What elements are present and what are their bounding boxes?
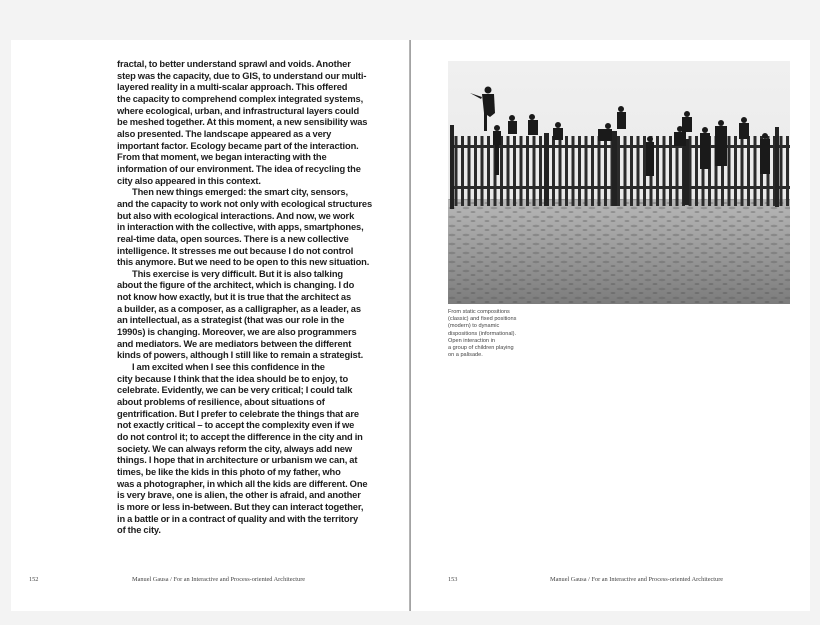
text-line: in a battle or in a contract of quality and with the territory xyxy=(117,513,359,524)
text-line: intelligence. It stresses me out because I do not control xyxy=(117,245,354,256)
text-line: this anymore. But we need to be open to this new situation. xyxy=(117,257,370,268)
text-line: city also appeared in this context. xyxy=(117,175,261,186)
page-number: 152 xyxy=(29,576,39,583)
text-line: where ecological, urban, and infrastructural layers could xyxy=(117,105,360,116)
text-line: about the figure of the architect, which is changing. I do xyxy=(117,280,355,291)
text-line: kinds of powers, although I still like to remain a strategist. xyxy=(117,350,364,361)
caption-line: Open interaction in xyxy=(448,337,495,344)
text-line: 1990s) is changing. Moreover, we are also programmers xyxy=(117,327,357,338)
text-line: in interaction with the collective, with apps, smartphones, xyxy=(117,222,364,233)
text-line: the capacity to comprehend complex integrated systems, xyxy=(117,93,364,104)
text-line: society. We can always reform the city, always add new xyxy=(117,443,353,454)
text-line: times, be like the kids in this photo of my father, who xyxy=(117,466,341,477)
text-line: not know how exactly, but it is true that the architect as xyxy=(117,292,352,303)
running-footer: Manuel Gausa / For an Interactive and Process-oriented Architecture xyxy=(550,576,724,583)
text-line: information of our environment. The idea of recycling the xyxy=(117,163,361,174)
caption-line: on a palisade. xyxy=(448,352,483,359)
body-text xyxy=(117,59,379,537)
text-line: fractal, to better understand sprawl and voids. Another xyxy=(117,59,351,69)
caption-line: (modern) to dynamic xyxy=(448,323,500,330)
text-line: From that moment, we began interacting with the xyxy=(117,152,327,163)
caption-line: dispositions (informational). xyxy=(448,330,517,337)
photo-children-on-palisade xyxy=(448,61,790,304)
text-line: is very brave, one is alien, the other is afraid, and another xyxy=(117,490,361,501)
text-line: was a photographer, in which all the kids are different. One xyxy=(117,478,368,489)
text-line: but also with ecological interactions. And now, we work xyxy=(117,210,355,221)
text-line: and the capacity to work not only with ecological structures xyxy=(117,198,373,209)
caption-line: a group of children playing xyxy=(448,345,514,352)
caption-line: From static compositions xyxy=(448,309,510,315)
text-line: important factor. Ecology became part of the interaction. xyxy=(117,140,359,151)
text-line: of the city. xyxy=(117,525,161,536)
page-number: 153 xyxy=(448,576,458,583)
text-line: gentrification. But I prefer to celebrate the things that are xyxy=(117,408,359,419)
text-line: celebrate. Evidently, we can be very critical; I could talk xyxy=(117,385,353,396)
text-line: I am excited when I see this confidence in the xyxy=(132,362,325,373)
text-line: city because I think that the idea should be to enjoy, to xyxy=(117,373,349,384)
running-footer: Manuel Gausa / For an Interactive and Process-oriented Architecture xyxy=(132,576,306,583)
text-line: This exercise is very difficult. But it is also talking xyxy=(132,268,344,279)
left-page xyxy=(11,40,409,611)
text-line: about problems of resilience, about situations of xyxy=(117,397,325,408)
text-line: be meshed together. At this moment, a new sensibility was xyxy=(117,117,368,128)
text-line: an intellectual, as a strategist (that was our role in the xyxy=(117,315,345,326)
text-line: do not control it; to accept the difference in the city and in xyxy=(117,432,363,442)
text-line: layered reality in a multi-scalar approach. This offered xyxy=(117,82,348,93)
text-line: things. I hope that in architecture or urbanism we can, at xyxy=(117,455,358,466)
text-line: real-time data, open sources. There is a new collective xyxy=(117,233,349,244)
caption-line: (classic) and fixed positions xyxy=(448,316,517,323)
text-line: not exactly critical – to accept the complexity even if we xyxy=(117,420,355,431)
text-line: and mediators. We are mediators between the different xyxy=(117,338,352,349)
photo-caption xyxy=(448,309,548,359)
right-page xyxy=(411,40,810,611)
text-line: step was the capacity, due to GIS, to understand our multi- xyxy=(117,70,367,81)
text-line: is more or less in-between. But they can interact together, xyxy=(117,501,364,512)
text-line: also presented. The landscape appeared as a very xyxy=(117,128,332,139)
text-line: Then new things emerged: the smart city, sensors, xyxy=(132,187,348,198)
text-line: a builder, as a composer, as a calligrapher, as a leader, as xyxy=(117,303,361,314)
